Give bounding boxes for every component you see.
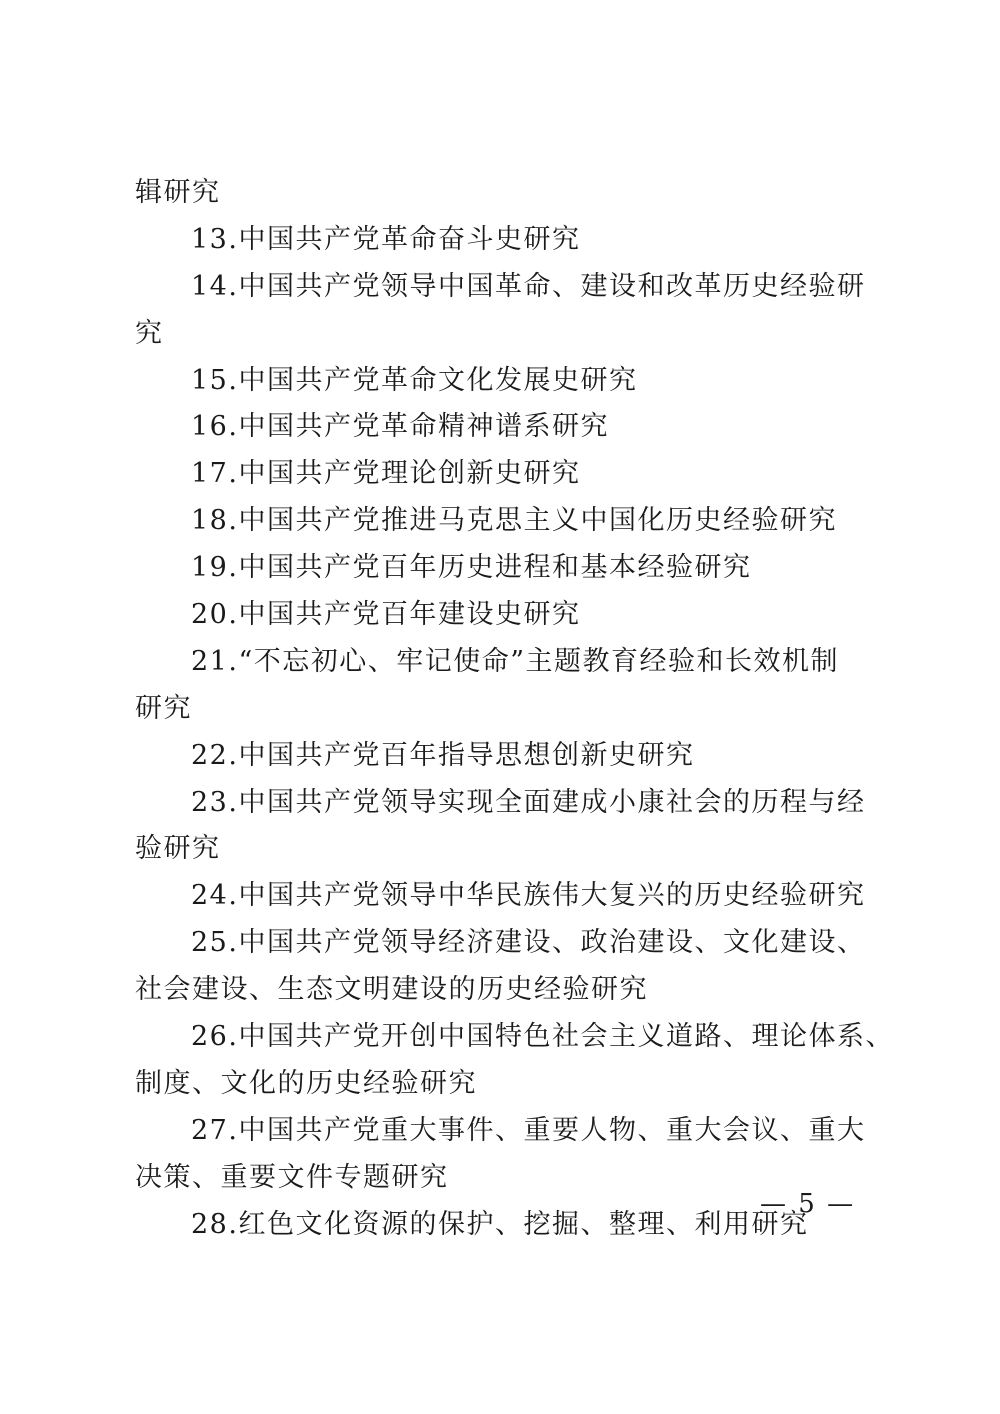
list-item-27: 27.中国共产党重大事件、重要人物、重大会议、重大: [191, 1114, 866, 1146]
list-item-25: 25.中国共产党领导经济建设、政治建设、文化建设、: [191, 927, 866, 959]
document-body: [135, 170, 894, 1248]
list-item-20: 20.中国共产党百年建设史研究: [191, 599, 581, 631]
list-item-14: 14.中国共产党领导中国革命、建设和改革历史经验研: [191, 270, 866, 302]
text-line: 研究: [135, 692, 192, 724]
list-item-24: 24.中国共产党领导中华民族伟大复兴的历史经验研究: [191, 880, 866, 912]
text-line: 制度、文化的历史经验研究: [135, 1067, 477, 1099]
list-item-18: 18.中国共产党推进马克思主义中国化历史经验研究: [191, 505, 837, 537]
list-item-22: 22.中国共产党百年指导思想创新史研究: [191, 739, 695, 771]
text-line: 验研究: [135, 833, 221, 865]
list-item-16: 16.中国共产党革命精神谱系研究: [191, 411, 609, 443]
list-item-21: 21.“不忘初心、牢记使命”主题教育经验和长效机制: [191, 645, 840, 677]
list-item-13: 13.中国共产党革命奋斗史研究: [191, 223, 581, 255]
list-item-28: 28.红色文化资源的保护、挖掘、整理、利用研究: [191, 1208, 809, 1240]
page-number: — 5 —: [760, 1189, 856, 1219]
list-item-17: 17.中国共产党理论创新史研究: [191, 458, 581, 490]
text-line: 辑研究: [135, 177, 221, 208]
list-item-23: 23.中国共产党领导实现全面建成小康社会的历程与经: [191, 786, 866, 818]
text-line: 决策、重要文件专题研究: [135, 1161, 449, 1193]
list-item-26: 26.中国共产党开创中国特色社会主义道路、理论体系、: [191, 1021, 894, 1053]
list-item-15: 15.中国共产党革命文化发展史研究: [191, 364, 638, 396]
list-item-19: 19.中国共产党百年历史进程和基本经验研究: [191, 552, 752, 584]
text-line: 社会建设、生态文明建设的历史经验研究: [135, 974, 648, 1006]
text-line: 究: [135, 317, 164, 349]
